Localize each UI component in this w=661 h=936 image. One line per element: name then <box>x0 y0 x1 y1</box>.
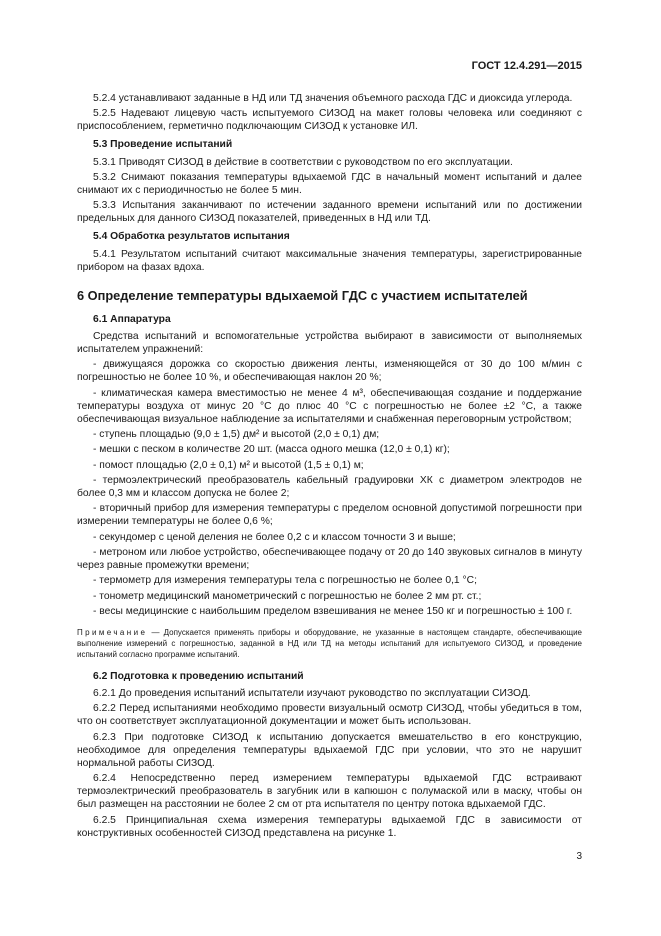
paragraph: 5.3.3 Испытания заканчивают по истечении заданного времени испытаний или по достижении предельных для данного СИЗОД показателей, приведенных в НД или ТД. <box>77 200 582 225</box>
subsection-heading: 6.2 Подготовка к проведению испытаний <box>93 670 304 682</box>
subsection-heading: 5.4 Обработка результатов испытания <box>93 231 290 243</box>
paragraph: - движущаяся дорожка со скоростью движения ленты, изменяющейся от 30 до 100 м/мин с погрешностью не более 10 %, и обеспечивающая наклон 20 %; <box>77 359 582 384</box>
paragraph: 5.3.1 Приводят СИЗОД в действие в соответствии с руководством по его эксплуатации. <box>93 156 513 168</box>
paragraph: 6.2.5 Принципиальная схема измерения температуры вдыхаемой ГДС в зависимости от конструктивных особенностей СИЗОД представлена на рисунке 1. <box>77 814 582 839</box>
section-heading: 6 Определение температуры вдыхаемой ГДС с участием испытателей <box>77 287 528 303</box>
paragraph: 5.4.1 Результатом испытаний считают максимальные значения температуры, зарегистрированные прибором на фазах вдоха. <box>77 248 582 273</box>
paragraph: 6.2.3 При подготовке СИЗОД к испытанию допускается вмешательство в его конструкцию, необходимое для определения температуры вдыхаемой ГДС при условии, что это не нарушит нормальной работы СИЗОД. <box>77 731 582 769</box>
paragraph: - мешки с песком в количестве 20 шт. (масса одного мешка (12,0 ± 0,1) кг); <box>93 444 450 456</box>
paragraph: - термометр для измерения температуры тела с погрешностью не более 0,1 °С; <box>93 575 477 587</box>
paragraph: - термоэлектрический преобразователь кабельный градуировки ХК с диаметром электродов не более 0,3 мм и классом допуска не более 2; <box>77 474 582 499</box>
paragraph: - помост площадью (2,0 ± 0,1) м² и высотой (1,5 ± 0,1) м; <box>93 459 364 471</box>
paragraph: - вторичный прибор для измерения температуры с пределом основной допустимой погрешности при измерении температуры не более 0,6 %; <box>77 503 582 528</box>
paragraph: 5.2.5 Надевают лицевую часть испытуемого СИЗОД на макет головы человека или соединяют с приспособлением, герметично подключающим СИЗОД к установке ИЛ. <box>77 108 582 133</box>
paragraph: - ступень площадью (9,0 ± 1,5) дм² и высотой (2,0 ± 0,1) дм; <box>93 429 380 440</box>
document-header-id: ГОСТ 12.4.291—2015 <box>471 60 582 72</box>
subsection-heading: 6.1 Аппаратура <box>93 313 171 325</box>
paragraph: - метроном или любое устройство, обеспечивающее подачу от 20 до 140 звуковых сигналов в минуту через равные промежутки времени; <box>77 546 582 571</box>
note-label: Примечание <box>77 627 148 637</box>
page-number: 3 <box>576 851 582 862</box>
paragraph: - секундомер с ценой деления не более 0,2 с и классом точности 3 и выше; <box>93 531 456 543</box>
paragraph: 5.3.2 Снимают показания температуры вдыхаемой ГДС в начальный момент испытаний и далее снимают их с периодичностью не более 5 мин. <box>77 171 582 196</box>
note-text: — Допускается применять приборы и оборудование, не указанные в настоящем стандарте, обеспечивающие выполнение измерений с погрешностью, заданной в НД или ТД на методы испытаний для испытуемого СИЗОД, и проведение испытаний согласно программе испытаний. <box>77 627 582 659</box>
paragraph: - тонометр медицинский манометрический с погрешностью не более 2 мм рт. ст.; <box>93 590 482 602</box>
paragraph: 6.2.4 Непосредственно перед измерением температуры вдыхаемой ГДС встраивают термоэлектрический преобразователь в загубник или в капюшон с полумаской или в маску, чтобы он был размещен на расстоянии не более 2 см от рта испытателя по центру потока вдыхаемой ГДС. <box>77 773 582 811</box>
paragraph: 6.2.1 До проведения испытаний испытатели изучают руководство по эксплуатации СИЗОД. <box>93 688 531 699</box>
paragraph: 6.2.2 Перед испытаниями необходимо провести визуальный осмотр СИЗОД, чтобы убедиться в том, что он соответствует эксплуатационной документации и может быть использован. <box>77 703 582 728</box>
paragraph: 5.2.4 устанавливают заданные в НД или ТД значения объемного расхода ГДС и диоксида углерода. <box>93 93 573 104</box>
paragraph: Средства испытаний и вспомогательные устройства выбирают в зависимости от выполняемых испытателем упражнений: <box>77 330 582 355</box>
subsection-heading: 5.3 Проведение испытаний <box>93 139 233 151</box>
note-paragraph <box>77 627 582 660</box>
paragraph: - климатическая камера вместимостью не менее 4 м³, обеспечивающая создание и поддержание температуры воздуха от минус 20 °С до плюс 40 °С с погрешностью не более ±2 °С, а также обеспечивающая визуальное наблюдение за испытателями и снабженная переговорным устройством; <box>77 387 582 425</box>
document-body <box>77 92 582 842</box>
paragraph: - весы медицинские с наибольшим пределом взвешивания не менее 150 кг и погрешностью ± 100 г. <box>93 605 573 617</box>
